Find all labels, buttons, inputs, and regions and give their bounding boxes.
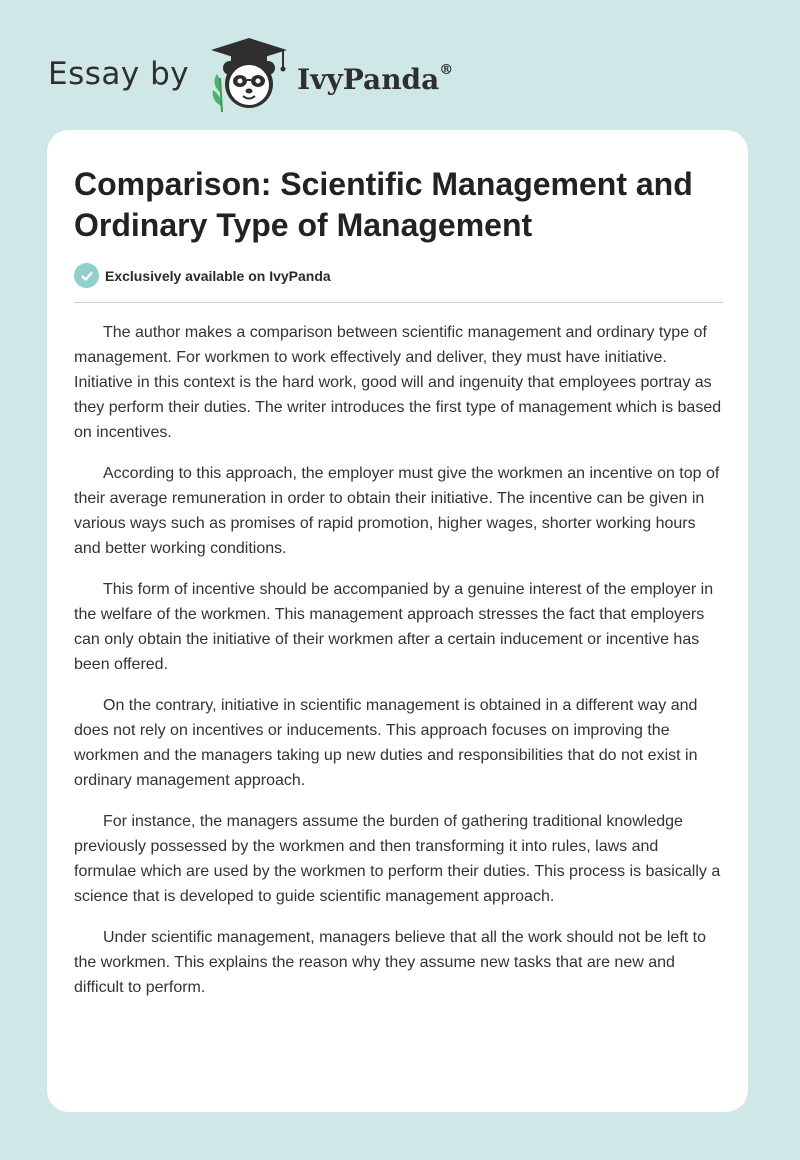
paragraph: Under scientific management, managers believe that all the work should not be left to the workmen. This explains the reason why they assume new tasks that are new and difficult to perform. bbox=[74, 929, 706, 996]
brand-name[interactable] bbox=[297, 63, 453, 96]
paragraph: This form of incentive should be accompanied by a genuine interest of the employer in the welfare of the workmen. This management approach stresses the fact that employers can only obtain the initiative of their workmen after a certain inducement or incentive has been offered. bbox=[74, 581, 714, 673]
registered-mark: ® bbox=[439, 62, 454, 79]
site-header bbox=[48, 34, 453, 114]
paragraph: According to this approach, the employer must give the workmen an incentive on top of their average remuneration in order to obtain their initiative. The incentive can be given in various ways such as promises of rapid promotion, higher wages, shorter working hours and better working conditions. bbox=[74, 465, 720, 557]
check-circle-icon bbox=[74, 263, 99, 288]
paragraph: On the contrary, initiative in scientific management is obtained in a different way and does not rely on incentives or inducements. This approach focuses on improving the workmen and the managers taking up new duties and responsibilities that do not exist in ordinary management approach. bbox=[74, 697, 698, 789]
essay-card bbox=[47, 130, 748, 1112]
exclusive-badge bbox=[74, 263, 331, 288]
essay-body bbox=[74, 320, 724, 1016]
paragraph: For instance, the managers assume the burden of gathering traditional knowledge previously possessed by the workmen and then transforming it into rules, laws and formulae which are used by the workmen to perform their duties. This process is basically a science that is developed to guide scientific management approach. bbox=[74, 813, 721, 905]
badge-label: Exclusively available on IvyPanda bbox=[105, 267, 331, 284]
paragraph: The author makes a comparison between scientific management and ordinary type of management. For workmen to work effectively and deliver, they must have initiative. Initiative in this context is the hard work, good will and ingenuity that employees portray as they perform their duties. The writer introduces the first type of management which is based on incentives. bbox=[74, 324, 722, 441]
brand-text: IvyPanda bbox=[297, 62, 440, 96]
page-title: Comparison: Scientific Management and Ordinary Type of Management bbox=[74, 166, 693, 243]
panda-graduate-icon[interactable] bbox=[203, 34, 295, 114]
divider bbox=[74, 302, 723, 303]
essay-by-label: Essay by bbox=[48, 56, 190, 92]
